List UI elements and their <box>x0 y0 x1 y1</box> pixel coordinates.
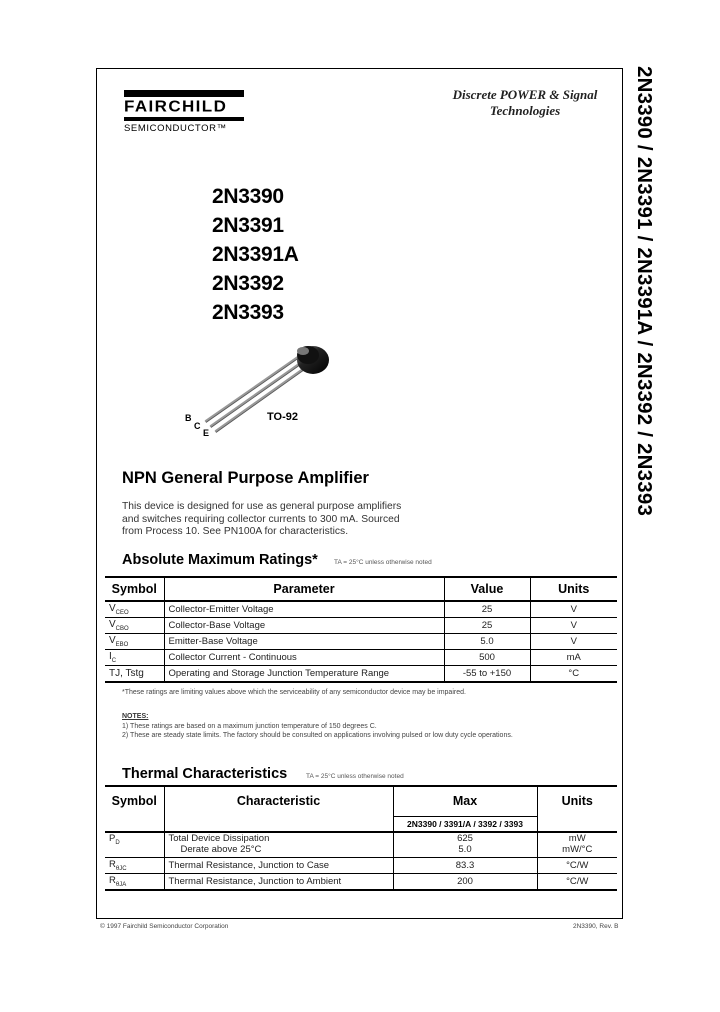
copyright: © 1997 Fairchild Semiconductor Corporation <box>100 923 229 930</box>
pin-label-c: C <box>194 421 201 431</box>
revision: 2N3390, Rev. B <box>573 923 619 930</box>
abs-max-notes <box>122 712 513 741</box>
tagline <box>430 87 620 119</box>
symbol: TJ, Tstg <box>109 668 144 679</box>
table-header-row <box>105 786 617 816</box>
col-header-max: Max <box>393 786 537 816</box>
col-header-units: Units <box>537 786 617 832</box>
tagline-line2: Technologies <box>489 103 561 118</box>
table-header-row <box>105 577 617 601</box>
symbol-cell <box>105 618 164 634</box>
abs-max-footnote: *These ratings are limiting values above which the serviceability of any semiconductor device may be impaired. <box>122 689 466 696</box>
units-derate: mW/°C <box>562 844 593 855</box>
logo-bar <box>124 90 244 97</box>
thermal-condition: TA = 25°C unless otherwise noted <box>306 773 404 780</box>
characteristic: Total Device Dissipation <box>168 833 270 844</box>
note-item: 2) These are steady state limits. The factory should be consulted on applications involving pulsed or low duty cycle operations. <box>122 732 513 739</box>
side-title <box>632 66 656 517</box>
symbol-cell <box>105 634 164 650</box>
max-cell: 83.3 <box>393 858 537 874</box>
parameter-cell: Emitter-Base Voltage <box>164 634 444 650</box>
symbol: V <box>109 603 116 614</box>
thermal-table <box>105 785 617 891</box>
max-cell: 200 <box>393 874 537 891</box>
max-cell <box>393 832 537 858</box>
table-row <box>105 666 617 683</box>
table-row <box>105 858 617 874</box>
units-cell: V <box>530 634 617 650</box>
value-cell: 500 <box>444 650 530 666</box>
symbol-cell <box>105 874 164 891</box>
col-header-units: Units <box>530 577 617 601</box>
parameter-cell: Collector Current - Continuous <box>164 650 444 666</box>
tagline-line1: Discrete POWER & Signal <box>452 87 598 102</box>
symbol: R <box>109 875 116 887</box>
symbol-sub: D <box>115 839 120 846</box>
trademark-icon: ™ <box>216 123 227 134</box>
parameter-cell: Collector-Emitter Voltage <box>164 601 444 618</box>
symbol-sub: θJC <box>115 865 127 872</box>
value-cell: 5.0 <box>444 634 530 650</box>
pin-label-b: B <box>185 413 192 423</box>
part-number: 2N3390 <box>212 185 284 208</box>
note-item: 1) These ratings are based on a maximum junction temperature of 150 degrees C. <box>122 722 377 730</box>
max-value: 625 <box>457 833 473 844</box>
symbol-cell <box>105 858 164 874</box>
symbol-sub: EBO <box>115 642 129 648</box>
col-header-value: Value <box>444 577 530 601</box>
table-row <box>105 832 617 858</box>
symbol-cell <box>105 650 164 666</box>
part-number: 2N3393 <box>212 301 284 324</box>
symbol: R <box>109 859 116 871</box>
units-cell <box>537 832 617 858</box>
logo-brand-sub <box>124 123 244 134</box>
symbol-cell <box>105 666 164 683</box>
table-row <box>105 874 617 891</box>
symbol: I <box>109 651 112 662</box>
col-header-symbol: Symbol <box>105 577 164 601</box>
fairchild-logo <box>124 90 244 134</box>
symbol: V <box>109 619 116 630</box>
table-row <box>105 618 617 634</box>
symbol: P <box>109 833 116 844</box>
part-number: 2N3391 <box>212 214 284 237</box>
device-description: This device is designed for use as general purpose amplifiers and switches requiring collector currents to 300 mA. Sourced from Process 10. See PN100A for characteristics. <box>122 501 402 537</box>
symbol-sub: C <box>111 658 117 664</box>
symbol-cell <box>105 832 164 858</box>
symbol-sub: CBO <box>115 626 129 632</box>
part-number: 2N3391A <box>212 243 299 266</box>
parameter-cell: Collector-Base Voltage <box>164 618 444 634</box>
max-subheader: 2N3390 / 3391/A / 3392 / 3393 <box>393 816 537 832</box>
logo-brand-name: FAIRCHILD <box>124 98 228 116</box>
package-label: TO-92 <box>267 411 298 423</box>
units-cell: °C <box>530 666 617 683</box>
parameter-cell: Operating and Storage Junction Temperature Range <box>164 666 444 683</box>
table-row <box>105 634 617 650</box>
part-number: 2N3392 <box>212 272 284 295</box>
symbol: V <box>109 635 116 646</box>
col-header-parameter: Parameter <box>164 577 444 601</box>
symbol-sub: CEO <box>115 610 129 616</box>
table-row <box>105 650 617 666</box>
thermal-title: Thermal Characteristics <box>122 766 288 782</box>
units: mW <box>568 833 586 844</box>
units-cell: mA <box>530 650 617 666</box>
symbol-cell <box>105 601 164 618</box>
part-number-list <box>212 182 299 327</box>
abs-max-title: Absolute Maximum Ratings* <box>122 552 318 568</box>
notes-heading: NOTES: <box>122 713 149 720</box>
characteristic-derate: Derate above 25°C <box>180 844 262 855</box>
pin-label-e: E <box>203 428 210 438</box>
logo-bar-bottom <box>124 117 244 121</box>
col-header-characteristic: Characteristic <box>164 786 393 832</box>
value-cell: 25 <box>444 618 530 634</box>
logo-sub-text: SEMICONDUCTOR <box>124 123 217 134</box>
units-cell: V <box>530 601 617 618</box>
units-cell: °C/W <box>537 858 617 874</box>
abs-max-table <box>105 576 617 683</box>
col-header-symbol: Symbol <box>105 786 164 832</box>
units-cell: °C/W <box>537 874 617 891</box>
symbol-sub: θJA <box>115 881 127 888</box>
value-cell: -55 to +150 <box>444 666 530 683</box>
units-cell: V <box>530 618 617 634</box>
characteristic-cell <box>164 832 393 858</box>
max-value-derate: 5.0 <box>458 844 472 855</box>
characteristic-cell: Thermal Resistance, Junction to Case <box>164 858 393 874</box>
characteristic-cell: Thermal Resistance, Junction to Ambient <box>164 874 393 891</box>
side-title-text: 2N3390 / 2N3391 / 2N3391A / 2N3392 / 2N3393 <box>633 66 656 517</box>
table-row <box>105 601 617 618</box>
device-title: NPN General Purpose Amplifier <box>122 469 369 487</box>
value-cell: 25 <box>444 601 530 618</box>
abs-max-condition: TA = 25°C unless otherwise noted <box>334 559 432 566</box>
